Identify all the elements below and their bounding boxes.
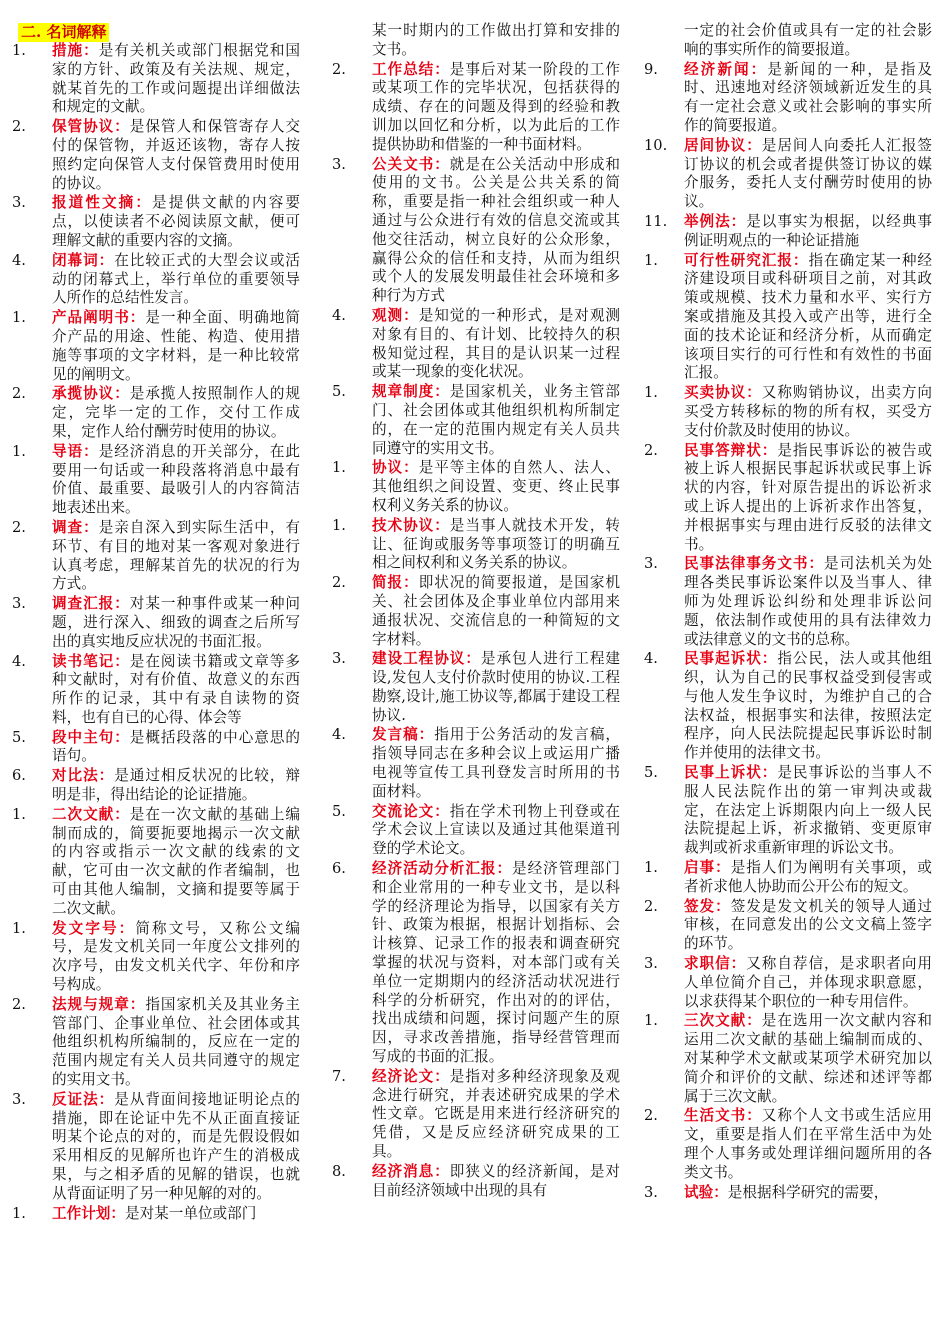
entry-number: 1.: [12, 442, 26, 460]
entry-term: 生活文书：: [684, 1107, 762, 1125]
entry-definition: 指在学术刊物上刊登或在学术会议上宣读以及通过其他渠道刊登的学术论文。: [372, 802, 620, 858]
entry-number: 3.: [644, 955, 658, 973]
entry-number: 3.: [12, 194, 26, 212]
column-3: [644, 22, 932, 1340]
entry-term: 可行性研究汇报：: [684, 251, 809, 269]
entry-term: 发言稿：: [372, 726, 435, 744]
entry-term: 买卖协议：: [684, 384, 762, 402]
entry-term: 对比法：: [52, 767, 115, 785]
glossary-entry: [332, 383, 620, 458]
entry-term: 保管协议：: [52, 118, 130, 136]
entry-term: 民事起诉状：: [684, 650, 778, 668]
glossary-entry: [12, 729, 300, 767]
glossary-entry: [644, 764, 932, 858]
entry-definition: 指国家机关及其业务主管部门、企事业单位、社会团体或其他组织机构所编制的，反应在一定的范围内规定有关人员共同遵守的规定的实用文书。: [52, 995, 300, 1089]
entry-number: 2.: [332, 60, 346, 78]
glossary-entry: [644, 137, 932, 212]
entry-term: 法规与规章：: [52, 995, 146, 1013]
entry-term: 举例法：: [684, 212, 747, 230]
glossary-entry: [332, 61, 620, 155]
glossary-entry: [644, 384, 932, 440]
glossary-entry: [12, 653, 300, 728]
entry-term: 居间协议：: [684, 136, 762, 154]
entry-number: 1.: [332, 459, 346, 477]
entry-term: 签发：: [684, 897, 731, 915]
glossary-entry: [12, 767, 300, 805]
entry-number: 1.: [12, 1204, 26, 1222]
entry-definition: 指在确定某一种经济建设项目或科研项目之前，对其政策或规模、技术力量和水平、实行方案或措施及其投入或产出等，进行全面的技术论证和经济分析，从而确定该项目实行的可行性和有效性的书面汇报。: [684, 251, 932, 382]
entry-term: 建设工程协议：: [372, 650, 481, 668]
entry-term: 民事上诉状：: [684, 764, 778, 782]
entry-term: 段中主句：: [52, 728, 130, 746]
entry-definition: 指用于公务活动的发言稿，指领导同志在多种会议上或运用广播电视等宣传工具刊登发言时所用的书面材料。: [372, 726, 620, 800]
entry-term: 反证法：: [52, 1090, 115, 1108]
entry-term: 民事法律事务文书：: [684, 555, 825, 573]
entry-definition: 是知觉的一种形式，是对观测对象有目的、有计划、比较持久的积极知觉过程，其目的是认识某一过程或某一现象的变化状况。: [372, 306, 620, 381]
entry-definition: 是在选用一次文献内容和运用二次文献的基础上编制而成的、对某种学术文献或某项学术研究加以简介和评价的文献、综述和述评等都属于三次文献。: [684, 1012, 932, 1105]
entry-number: 1.: [644, 859, 658, 877]
entry-definition: 是通过相反状况的比较，辩明是非，得出结论的论证措施。: [52, 767, 300, 804]
entry-definition: 即状况的简要报道，是国家机关、社会团体及企事业单位内部用来通报状况、交流信息的一种简短的文字材料。: [372, 574, 620, 648]
entry-definition: 又称个人文书或生活应用文，重要是指人们在平常生活中为处理个人事务或处理详细问题所用的各类文书。: [684, 1107, 932, 1181]
entry-definition: 是有关机关或部门根据党和国家的方针、政策及有关法规、规定，就某首先的工作或问题提出详细做法和规定的文献。: [52, 42, 300, 116]
glossary-entry: [332, 650, 620, 725]
entry-definition: 是国家机关，业务主管部门、社会团体或其他组织机构所制定的，在一定的范围内规定有关人员共同遵守的实用文书。: [372, 383, 620, 457]
glossary-entry: [644, 1107, 932, 1182]
entry-number: 4.: [644, 650, 658, 668]
entry-number: 4.: [12, 251, 26, 269]
entry-number: 3.: [644, 555, 658, 573]
entry-number: 2.: [12, 518, 26, 536]
entry-definition: 是指对多种经济现象及观念进行研究，并表述研究成果的学术性文章。它既是用来进行经济研究的凭借，又是反应经济研究成果的工具。: [372, 1067, 620, 1161]
entry-term: 发文字号：: [52, 919, 136, 937]
continuation-text: 某一时期内的工作做出打算和安排的文书。: [372, 22, 620, 58]
entry-term: 观测：: [372, 306, 419, 324]
glossary-entry: [12, 118, 300, 193]
entry-term: 技术协议：: [372, 516, 450, 534]
entry-number: 1.: [644, 384, 658, 402]
glossary-entry: [332, 860, 620, 1067]
entry-definition: 指公民，法人或其他组织，认为自己的民事权益受到侵害或与他人发生争议时，为维护自己的合法权益，根据事实和法律，按照法定程序，向人民法院提起民事诉讼时制作并使用的法律文书。: [684, 650, 932, 762]
entry-continuation: [332, 22, 620, 60]
entry-definition: 即狭义的经济新闻，是对目前经济领域中出现的具有: [372, 1162, 620, 1199]
entry-number: 2.: [332, 574, 346, 592]
entry-term: 导语：: [52, 442, 99, 460]
entry-definition: 是指民事诉讼的被告或被上诉人根据民事起诉状或民事上诉状的内容，针对原告提出的诉讼祈求或上诉人提出的上诉祈求作出答复，并根据事实与理由进行反驳的法律文书。: [684, 441, 932, 553]
entry-definition: 是经济管理部门和企业常用的一种专业文书，是以科学的经济理论为指导，以国家有关方针、政策为根据，根据计划指标、会计核算、记录工作的报表和调查研究掌握的状况与资料，对本部门或有关单位一定期期内的经济活动状况进行科学的分析研究，作出对的的评估，找出成绩和问题，探讨问题产生的原因，寻求改善措施，指导经营管理而写成的书面的汇报。: [372, 860, 620, 1066]
entry-term: 读书笔记：: [52, 652, 130, 670]
entry-definition: 是经济消息的开关部分，在此要用一句话或一种段落将消息中最有价值、最重要、最吸引人的内容简洁地表述出来。: [52, 442, 300, 517]
glossary-entry: [644, 1012, 932, 1106]
glossary-entry: [644, 898, 932, 954]
entry-term: 规章制度：: [372, 383, 450, 401]
entry-term: 求职信：: [684, 955, 747, 973]
entry-term: 产品阐明书：: [52, 309, 146, 327]
entry-definition: 是根据科学研究的需要，: [727, 1183, 889, 1201]
entry-definition: 是对某一单位或部门: [124, 1204, 257, 1222]
entry-number: 2.: [12, 385, 26, 403]
entry-term: 调查汇报：: [52, 595, 130, 613]
glossary-entry: [12, 309, 300, 384]
entry-definition: 是在阅读书籍或文章等多种文献时，对有价值、故意义的东西所作的记录，其中有录自读物的资料，也有自已的心得、体会等: [52, 652, 300, 726]
entry-number: 2.: [12, 995, 26, 1013]
entry-number: 8.: [332, 1162, 346, 1180]
entry-term: 报道性文摘：: [52, 194, 153, 212]
glossary-entry: [332, 1068, 620, 1162]
entry-number: 1.: [332, 516, 346, 534]
entry-term: 经济新闻：: [684, 60, 768, 78]
entry-number: 2.: [12, 118, 26, 136]
entry-number: 6.: [332, 860, 346, 878]
entry-definition: 是保管人和保管寄存人交付的保管物，并返还该物，寄存人按照约定向保管人支付保管费用时使用的协议。: [52, 118, 300, 192]
entry-number: 1.: [644, 251, 658, 269]
glossary-entry: [332, 726, 620, 801]
entry-number: 7.: [332, 1067, 346, 1085]
entry-number: 4.: [332, 306, 346, 324]
continuation-text: 一定的社会价值或具有一定的社会影响的事实所作的简要报道。: [684, 22, 932, 58]
entry-number: 2.: [644, 1107, 658, 1125]
glossary-entry: [332, 803, 620, 859]
entry-number: 10.: [644, 136, 668, 154]
column-1: [12, 22, 300, 1340]
entry-term: 经济活动分析汇报：: [372, 860, 513, 878]
glossary-entry: [12, 920, 300, 995]
glossary-entry: [12, 806, 300, 919]
glossary-entry: [332, 156, 620, 306]
entry-term: 承揽协议：: [52, 385, 130, 403]
entry-term: 试验：: [684, 1183, 728, 1201]
entry-definition: 是承包人进行工程建设,发包人支付价款时使用的协议.工程勘察,设计,施工协议等,都属于建设工程协议.: [372, 650, 620, 724]
glossary-entry: [644, 555, 932, 649]
glossary-entry: [12, 385, 300, 441]
entry-number: 3.: [644, 1183, 658, 1201]
entry-definition: 就是在公关活动中形成和使用的文书。公关是公共关系的简称，重要是指一种社会组织或一种人通过与公众进行有效的信息交流或其他交往活动，树立良好的公众形象，赢得公众的信任和支持，从而为组织或个人的发展发明最佳社会环境和多种行为方式: [372, 155, 620, 305]
glossary-entry: [12, 42, 300, 117]
entry-term: 交流论文：: [372, 802, 450, 820]
glossary-entry: [332, 459, 620, 515]
glossary-entry: [644, 1184, 932, 1203]
entry-number: 11.: [644, 212, 668, 230]
glossary-entry: [332, 1163, 620, 1201]
entry-number: 2.: [644, 441, 658, 459]
entry-definition: 是以事实为根据，以经典事例证明观点的一种论证措施: [684, 212, 932, 249]
entry-term: 简报：: [372, 574, 419, 592]
entry-number: 5.: [12, 728, 26, 746]
entry-definition: 是新闻的一种，是指及时、迅速地对经济领域新近发生的具有一定社会意义或社会影响的事实所作的简要报道。: [684, 60, 932, 134]
entry-definition: 签发是发文机关的领导人通过审核，在同意发出的公文文稿上签字的环节。: [684, 897, 932, 953]
entry-definition: 是司法机关为处理各类民事诉讼案件以及当事人、律师为处理诉讼纠纷和处理非诉讼问题，依法制作或使用的具有法律效力或法律意义的文书的总称。: [684, 555, 932, 648]
glossary-entry: [644, 859, 932, 897]
glossary-entry: [332, 574, 620, 649]
section-title: 二. 名词解释: [18, 23, 109, 42]
entry-number: 2.: [644, 897, 658, 915]
entry-definition: 是亲自深入到实际生活中，有环节、有目的地对某一客观对象进行认真考虑，理解某首先的状况的行为方式。: [52, 518, 300, 593]
glossary-entry: [644, 955, 932, 1011]
entry-definition: 是指人们为阐明有关事项，或者祈求他人协助而公开公布的短文。: [684, 859, 932, 895]
entry-term: 启事：: [684, 859, 731, 877]
glossary-entry: [12, 996, 300, 1090]
entry-term: 工作计划：: [52, 1204, 125, 1222]
glossary-entry: [12, 194, 300, 250]
entry-number: 9.: [644, 60, 658, 78]
entry-number: 4.: [12, 652, 26, 670]
entry-definition: 简称文号，又称公文编号，是发文机关同一年度公文排列的次序号，由发文机关代字、年份和序号构成。: [52, 919, 300, 994]
entry-number: 5.: [644, 764, 658, 782]
glossary-entry: [332, 517, 620, 573]
entry-continuation: [644, 22, 932, 60]
glossary-entry: [644, 61, 932, 136]
glossary-entry: [332, 307, 620, 382]
entry-term: 二次文献：: [52, 805, 130, 823]
entry-term: 工作总结：: [372, 60, 450, 78]
entry-definition: 是提供文献的内容要点，以使读者不必阅读原文献，便可理解文献的重要内容的文摘。: [52, 194, 300, 249]
entry-definition: 对某一种事件或某一种问题，进行深入、细致的调查之后所写出的真实地反应状况的书面汇报。: [52, 595, 300, 650]
entry-term: 闭幕词：: [52, 251, 115, 269]
glossary-entry: [12, 443, 300, 518]
entry-definition: 是当事人就技术开发，转让、征询或服务等事项签订的明确互相之间权利和义务关系的协议。: [372, 516, 620, 572]
entry-number: 1.: [12, 805, 26, 823]
entry-number: 3.: [332, 650, 346, 668]
entry-definition: 是居间人向委托人汇报签订协议的机会或者提供签订协议的媒介服务，委托人支付酬劳时使用的协议。: [684, 136, 932, 211]
entry-number: 4.: [332, 726, 346, 744]
entry-definition: 在比较正式的大型会议或活动的闭幕式上，举行单位的重要领导人所作的总结性发言。: [52, 251, 300, 307]
entry-definition: 是从背面间接地证明论点的措施，即在论证中先不从正面直接证明某个论点的对的，而是先假设假如采用相反的见解所也许产生的消极成果，与之相矛盾的见解的错误，也就从背面证明了另一种见解的对的。: [52, 1090, 300, 1202]
entry-number: 3.: [332, 155, 346, 173]
glossary-entry: [644, 650, 932, 763]
entry-number: 1.: [12, 309, 26, 327]
glossary-entry: [644, 442, 932, 555]
entry-term: 措施：: [52, 42, 99, 59]
column-2: [332, 22, 620, 1340]
entry-definition: 是事后对某一阶段的工作或某项工作的完毕状况，包括获得的成绩、存在的问题及得到的经验和教训加以回忆和分析，以为此后的工作提供协助和借鉴的一种书面材料。: [372, 60, 620, 153]
entry-term: 经济论文：: [372, 1067, 450, 1085]
entry-term: 民事答辩状：: [684, 441, 778, 459]
entry-number: 6.: [12, 767, 26, 785]
entry-term: 三次文献：: [684, 1012, 762, 1030]
entry-number: 3.: [12, 595, 26, 613]
glossary-entry: [12, 1091, 300, 1204]
entry-definition: 是承揽人按照制作人的规定，完毕一定的工作，交付工作成果，定作人给付酬劳时使用的协议。: [52, 385, 300, 440]
entry-number: 5.: [332, 383, 346, 401]
entry-number: 1.: [12, 42, 26, 59]
entry-number: 1.: [644, 1012, 658, 1030]
glossary-entry: [12, 519, 300, 594]
entry-definition: 又称购销协议，出卖方向买受方转移标的物的所有权，买受方支付价款及时使用的协议。: [684, 384, 932, 439]
entry-definition: 是在一次文献的基础上编制而成的，简要扼要地揭示一次文献的内容或指示一次文献的线索的文献，它可由一次文献的作者编制，也可由其他人编制，文摘和提要等属于二次文献。: [52, 805, 300, 917]
entry-term: 经济消息：: [372, 1162, 450, 1180]
entry-term: 公关文书：: [372, 155, 450, 173]
entry-number: 1.: [12, 919, 26, 937]
glossary-entry: [12, 595, 300, 651]
entry-term: 调查：: [52, 518, 99, 536]
entry-definition: 又称自荐信，是求职者向用人单位简介自己，并体现求职意愿，以求获得某个职位的一种专用信件。: [684, 955, 932, 1010]
entry-definition: 是一种全面、明确地简介产品的用途、性能、构造、使用措施等事项的文字材料，是一种比较常见的阐明文。: [52, 309, 300, 383]
glossary-entry: [12, 1205, 300, 1224]
glossary-entry: [644, 252, 932, 384]
entry-term: 协议：: [372, 459, 419, 477]
entry-number: 3.: [12, 1090, 26, 1108]
entry-number: 5.: [332, 802, 346, 820]
entry-definition: 是平等主体的自然人、法人、其他组织之间设置、变更、终止民事权利义务关系的协议。: [372, 459, 620, 514]
entry-definition: 是概括段落的中心意思的语句。: [52, 728, 300, 765]
glossary-entry: [12, 252, 300, 308]
entry-definition: 是民事诉讼的当事人不服人民法院作出的第一审判决或裁定，在法定上诉期限内向上一级人民法院提起上诉，祈求撤销、变更原审裁判或祈求重新审理的诉讼文书。: [684, 764, 932, 857]
glossary-entry: [644, 213, 932, 251]
